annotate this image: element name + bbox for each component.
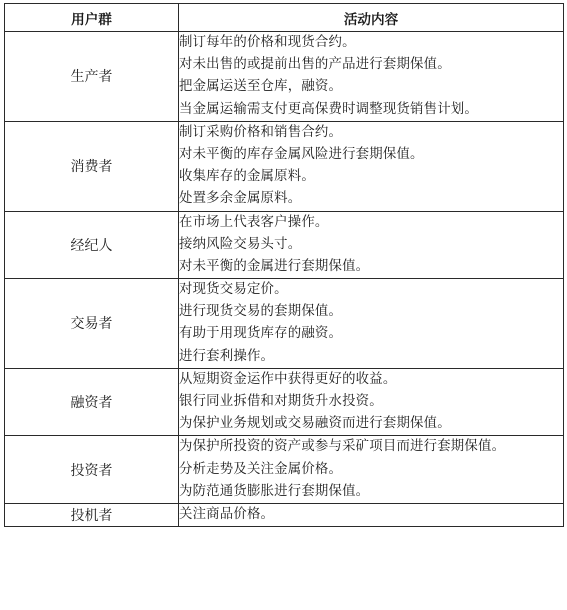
header-activity: 活动内容 — [179, 4, 564, 32]
group-cell: 消费者 — [5, 121, 179, 211]
activity-item: 处置多余金属原料。 — [179, 191, 302, 207]
table-row — [5, 436, 564, 504]
group-cell: 经纪人 — [5, 211, 179, 279]
activity-cell — [179, 503, 564, 526]
activity-item: 关注商品价格。 — [179, 506, 275, 522]
activity-item: 对未出售的或提前出售的产品进行套期保值。 — [179, 57, 451, 73]
market-participants-table — [4, 3, 564, 527]
activity-item: 接纳风险交易头寸。 — [179, 236, 302, 252]
header-group: 用户群 — [5, 4, 179, 32]
table-row — [5, 503, 564, 526]
activity-cell — [179, 32, 564, 122]
activity-item: 为防范通货膨胀进行套期保值。 — [179, 483, 370, 499]
activity-item: 对未平衡的金属进行套期保值。 — [179, 258, 370, 274]
table-row — [5, 211, 564, 279]
activity-cell — [179, 436, 564, 504]
activity-item: 进行套利操作。 — [179, 348, 275, 364]
table-row — [5, 279, 564, 369]
activity-item: 制订每年的价格和现货合约。 — [179, 35, 356, 50]
activity-item: 在市场上代表客户操作。 — [179, 214, 329, 230]
table-row — [5, 32, 564, 122]
activity-item: 为保护所投资的资产或参与采矿项目而进行套期保值。 — [179, 439, 506, 455]
activity-item: 对现货交易定价。 — [179, 282, 288, 298]
activity-item: 有助于用现货库存的融资。 — [179, 326, 343, 342]
group-cell: 交易者 — [5, 279, 179, 369]
activity-item: 进行现货交易的套期保值。 — [179, 304, 343, 320]
activity-item: 为保护业务规划或交易融资而进行套期保值。 — [179, 416, 451, 432]
activity-cell — [179, 368, 564, 436]
activity-cell — [179, 211, 564, 279]
group-cell: 生产者 — [5, 32, 179, 122]
activity-item: 收集库存的金属原料。 — [179, 169, 315, 185]
table-row — [5, 368, 564, 436]
group-cell: 融资者 — [5, 368, 179, 436]
table-header-row — [5, 4, 564, 32]
activity-item: 银行同业拆借和对期货升水投资。 — [179, 394, 383, 409]
activity-cell — [179, 279, 564, 369]
activity-item: 对未平衡的库存金属风险进行套期保值。 — [179, 146, 424, 162]
table-body — [5, 32, 564, 527]
group-cell: 投机者 — [5, 503, 179, 526]
activity-item: 当金属运输需支付更高保费时调整现货销售计划。 — [179, 101, 478, 117]
activity-cell — [179, 121, 564, 211]
activity-item: 制订采购价格和销售合约。 — [179, 124, 343, 140]
activity-item: 把金属运送至仓库，融资。 — [179, 79, 343, 95]
table-row — [5, 121, 564, 211]
group-cell: 投资者 — [5, 436, 179, 504]
activity-item: 从短期资金运作中获得更好的收益。 — [179, 371, 397, 387]
document-page — [4, 3, 563, 527]
activity-item: 分析走势及关注金属价格。 — [179, 461, 343, 477]
